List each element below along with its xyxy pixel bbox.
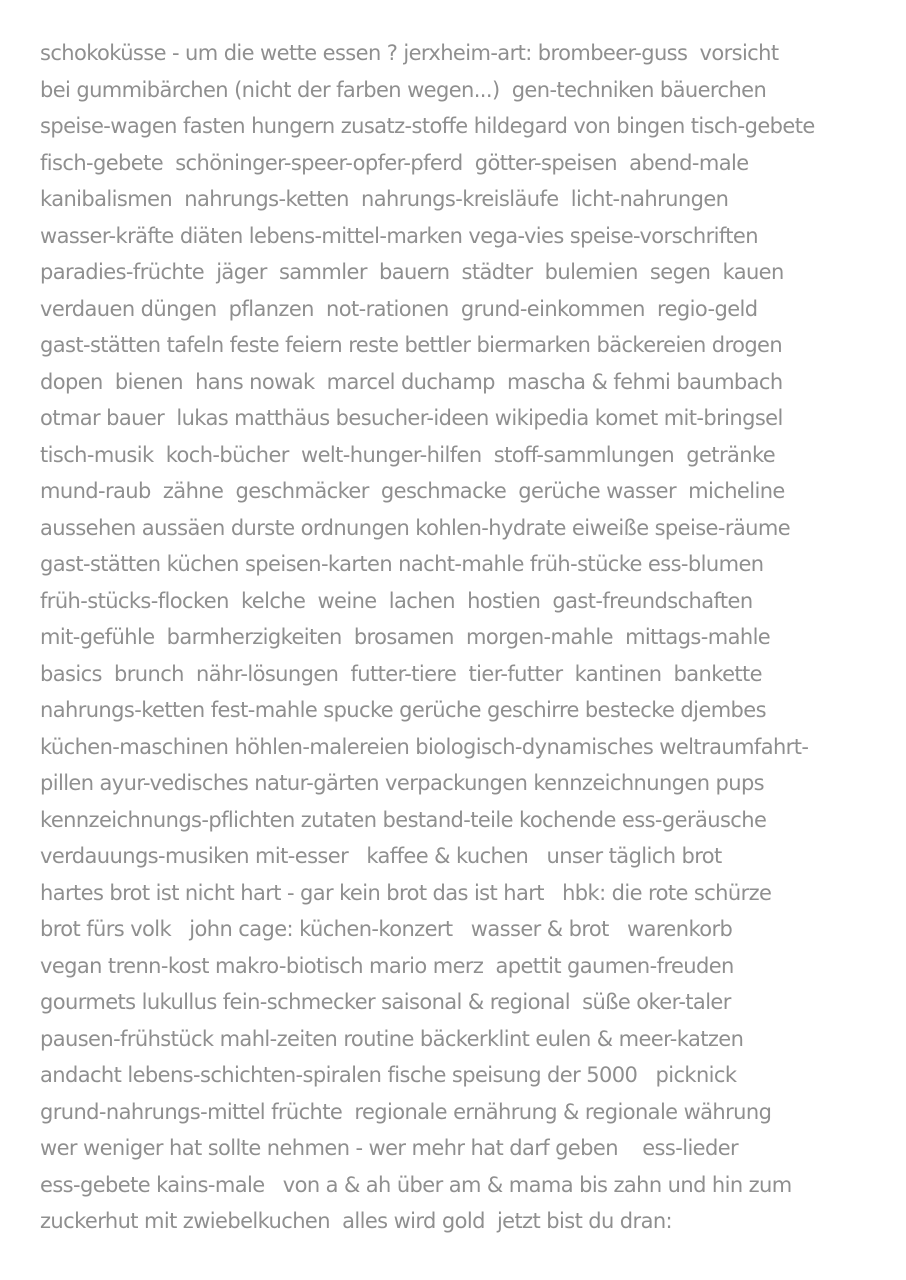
text-line: hartes brot ist nicht hart - gar kein brot das ist hart hbk: die rote schürze	[40, 880, 772, 905]
text-line: otmar bauer lukas matthäus besucher-ideen wikipedia komet mit-bringsel	[40, 406, 783, 430]
text-line: basics brunch nähr-lösungen futter-tiere tier-futter kantinen bankette	[40, 661, 762, 686]
text-line: schokoküsse - um die wette essen ? jerxheim-art: brombeer-guss vorsicht	[40, 41, 779, 65]
text-line: mund-raub zähne geschmäcker geschmacke gerüche wasser micheline	[40, 479, 785, 503]
text-line: kanibalismen nahrungs-ketten nahrungs-kreisläufe licht-nahrungen	[40, 187, 729, 211]
text-line: pillen ayur-vedisches natur-gärten verpackungen kennzeichnungen pups	[40, 771, 765, 795]
text-line: pausen-frühstück mahl-zeiten routine bäckerklint eulen & meer-katzen	[40, 1026, 744, 1051]
text-line: gast-stätten küchen speisen-karten nacht-mahle früh-stücke ess-blumen	[40, 552, 764, 576]
text-line: brot fürs volk john cage: küchen-konzert wasser & brot warenkorb	[40, 917, 733, 941]
text-line: gast-stätten tafeln feste feiern reste bettler biermarken bäckereien drogen	[40, 333, 783, 357]
text-line: gourmets lukullus fein-schmecker saisonal & regional süße oker-taler	[40, 990, 731, 1014]
text-line: grund-nahrungs-mittel früchte regionale ernährung & regionale währung	[40, 1099, 772, 1124]
text-line: wer weniger hat sollte nehmen - wer mehr hat darf geben ess-lieder	[40, 1136, 739, 1160]
text-line: ess-gebete kains-male von a & ah über am & mama bis zahn und hin zum	[40, 1172, 792, 1197]
document-text-block	[40, 35, 890, 1240]
text-line: dopen bienen hans nowak marcel duchamp mascha & fehmi baumbach	[40, 369, 783, 394]
text-line: küchen-maschinen höhlen-malereien biologisch-dynamisches weltraumfahrt-	[40, 734, 809, 759]
text-line: nahrungs-ketten fest-mahle spucke gerüche geschirre bestecke djembes	[40, 698, 766, 722]
text-line: andacht lebens-schichten-spiralen fische speisung der 5000 picknick	[40, 1063, 737, 1087]
text-line: früh-stücks-flocken kelche weine lachen hostien gast-freundschaften	[40, 588, 753, 613]
text-line: fisch-gebete schöninger-speer-opfer-pferd götter-speisen abend-male	[40, 150, 749, 175]
text-line: zuckerhut mit zwiebelkuchen alles wird gold jetzt bist du dran:	[40, 1209, 673, 1233]
text-line: verdauungs-musiken mit-esser kaffee & kuchen unser täglich brot	[40, 844, 722, 868]
text-line: bei gummibärchen (nicht der farben wegen...) gen-techniken bäuerchen	[40, 77, 767, 102]
text-line: vegan trenn-kost makro-biotisch mario merz apettit gaumen-freuden	[40, 953, 734, 978]
text-line: wasser-kräfte diäten lebens-mittel-marken vega-vies speise-vorschriften	[40, 223, 758, 248]
text-line: mit-gefühle barmherzigkeiten brosamen morgen-mahle mittags-mahle	[40, 625, 771, 649]
text-line: speise-wagen fasten hungern zusatz-stoffe hildegard von bingen tisch-gebete	[40, 114, 815, 138]
text-line: paradies-früchte jäger sammler bauern städter bulemien segen kauen	[40, 260, 784, 284]
text-line: kennzeichnungs-pflichten zutaten bestand-teile kochende ess-geräusche	[40, 807, 767, 832]
text-line: verdauen düngen pflanzen not-rationen grund-einkommen regio-geld	[40, 296, 758, 321]
text-line: aussehen aussäen durste ordnungen kohlen-hydrate eiweiße speise-räume	[40, 515, 791, 540]
text-line: tisch-musik koch-bücher welt-hunger-hilfen stoff-sammlungen getränke	[40, 442, 776, 467]
